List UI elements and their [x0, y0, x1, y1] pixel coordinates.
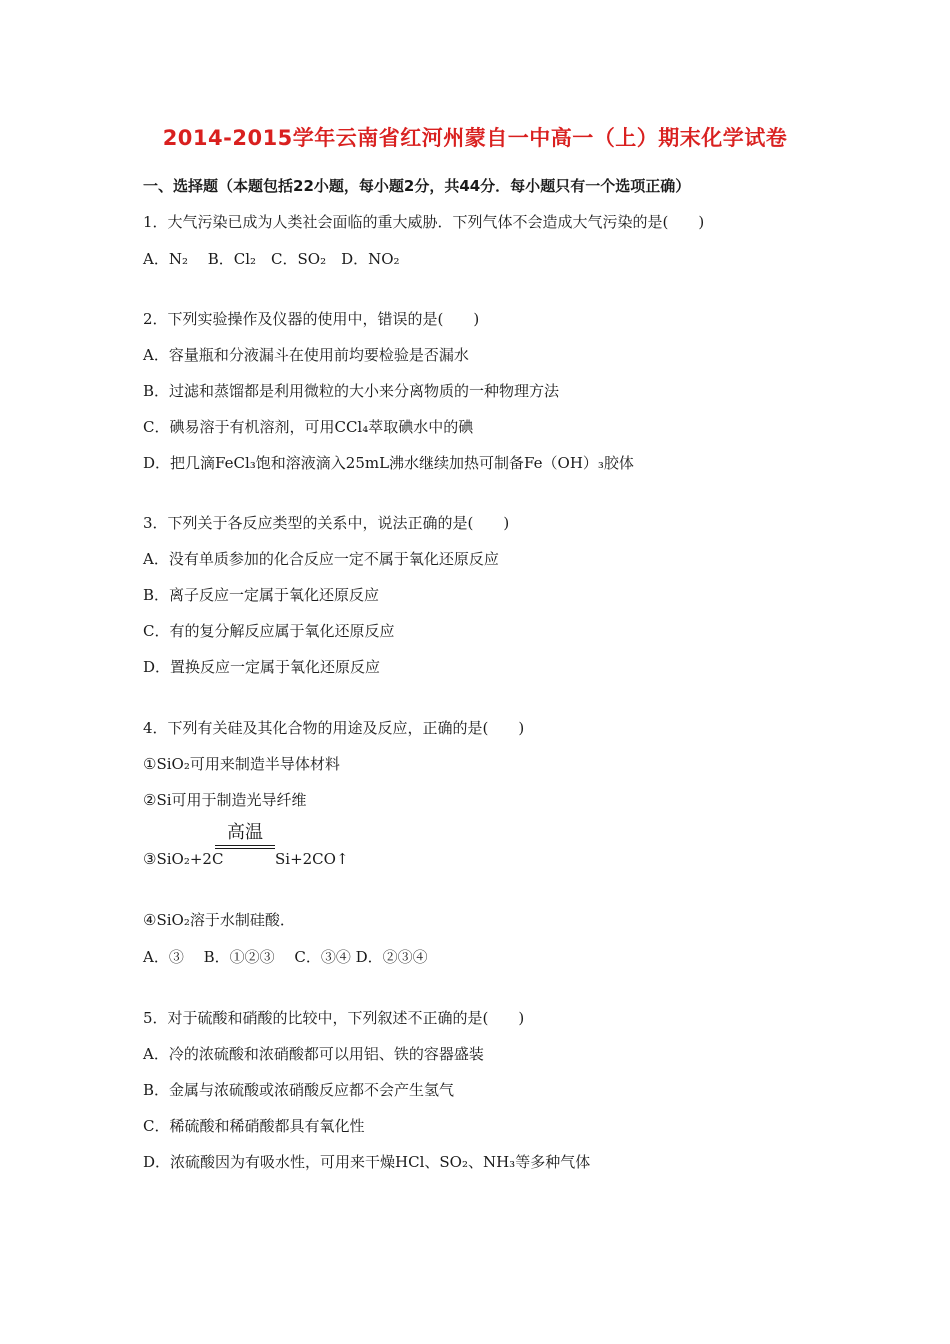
question-3-option-a: A．没有单质参加的化合反应一定不属于氧化还原反应 — [143, 550, 499, 568]
question-3-option-c: C．有的复分解反应属于氧化还原反应 — [143, 622, 395, 640]
question-4-statement-4: ④SiO₂溶于水制硅酸． — [143, 911, 295, 929]
reaction-products: Si+2CO↑ — [275, 850, 349, 868]
page-title: 2014-2015学年云南省红河州蒙自一中高一（上）期末化学试卷 — [162, 126, 788, 150]
question-3-option-b: B．离子反应一定属于氧化还原反应 — [143, 586, 380, 604]
question-1-stem: 1．大气污染已成为人类社会面临的重大威胁．下列气体不会造成大气污染的是( ) — [143, 213, 705, 231]
reaction-condition: 高温 — [227, 822, 263, 843]
question-4-options: A．③ B．①②③ C．③④ D．②③④ — [143, 948, 428, 966]
reaction-equals-sign — [215, 845, 275, 849]
section-heading: 一、选择题（本题包括22小题，每小题2分，共44分．每小题只有一个选项正确） — [143, 177, 691, 195]
question-2-option-b: B．过滤和蒸馏都是利用微粒的大小来分离物质的一种物理方法 — [143, 382, 560, 400]
question-4-statement-2: ②Si可用于制造光导纤维 — [143, 791, 307, 809]
question-3-option-d: D．置换反应一定属于氧化还原反应 — [143, 658, 381, 676]
question-5-option-c: C．稀硫酸和稀硝酸都具有氧化性 — [143, 1117, 365, 1135]
question-2-stem: 2．下列实验操作及仪器的使用中，错误的是( ) — [143, 310, 480, 328]
question-2-option-c: C．碘易溶于有机溶剂，可用CCl₄萃取碘水中的碘 — [143, 418, 474, 436]
question-4-stem: 4．下列有关硅及其化合物的用途及反应，正确的是( ) — [143, 719, 525, 737]
question-2-option-d: D．把几滴FeCl₃饱和溶液滴入25mL沸水继续加热可制备Fe（OH）₃胶体 — [143, 454, 634, 472]
question-5-option-a: A．冷的浓硫酸和浓硝酸都可以用铝、铁的容器盛装 — [143, 1045, 484, 1063]
question-5-option-d: D．浓硫酸因为有吸水性，可用来干燥HCl、SO₂、NH₃等多种气体 — [143, 1153, 591, 1171]
question-3-stem: 3．下列关于各反应类型的关系中，说法正确的是( ) — [143, 514, 510, 532]
reaction-reactants: ③SiO₂+2C — [143, 850, 224, 868]
question-5-stem: 5．对于硫酸和硝酸的比较中，下列叙述不正确的是( ) — [143, 1009, 525, 1027]
question-4-statement-1: ①SiO₂可用来制造半导体材料 — [143, 755, 340, 773]
question-1-options: A．N₂ B．Cl₂ C．SO₂ D．NO₂ — [143, 250, 400, 268]
question-2-option-a: A．容量瓶和分液漏斗在使用前均要检验是否漏水 — [143, 346, 469, 364]
question-5-option-b: B．金属与浓硫酸或浓硝酸反应都不会产生氢气 — [143, 1081, 455, 1099]
